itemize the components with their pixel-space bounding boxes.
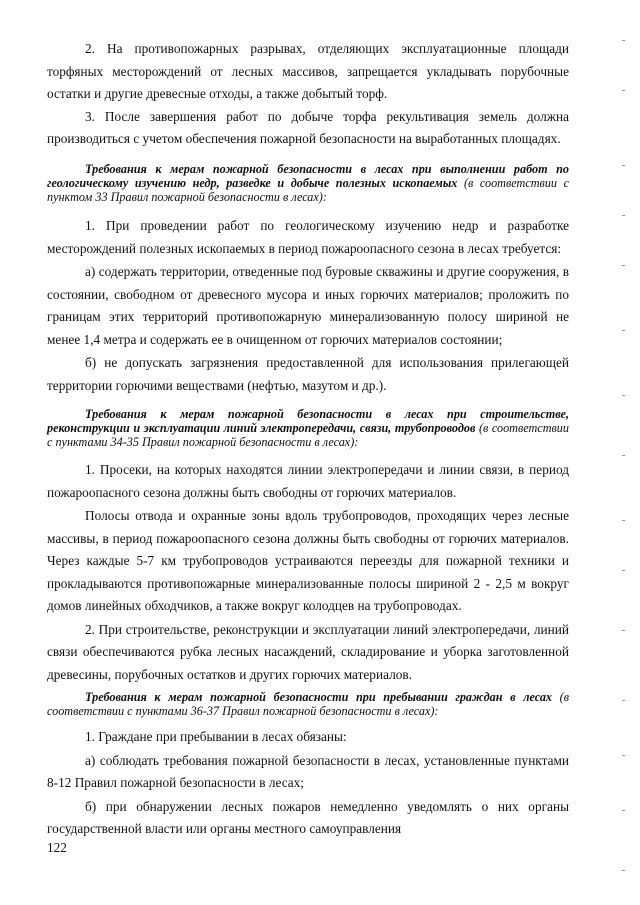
page-number: 122 bbox=[47, 840, 67, 855]
section-heading bbox=[47, 407, 569, 449]
paragraph: б) не допускать загрязнения предоставленной для использования прилегающей территории горючими веществами (нефтью, мазутом и др.). bbox=[47, 355, 569, 393]
section-citizens bbox=[47, 690, 569, 718]
heading-note: (в соответствии с пунктом 33 Правил пожарной безопасности в лесах): bbox=[47, 176, 569, 204]
section-heading bbox=[47, 690, 569, 718]
section-geology bbox=[47, 162, 569, 204]
section-powerlines bbox=[47, 407, 569, 449]
heading-text: Требования к мерам пожарной безопасности в лесах при выполнении работ по геологическому изучению недр, разведке и добыче полезных ископаемых bbox=[47, 162, 569, 190]
section-citizens-body bbox=[47, 726, 569, 841]
paragraph: 1. При проведении работ по геологическому изучению недр и разработке месторождений полезных ископаемых в период пожароопасного сезона в лесах требуется: bbox=[47, 218, 569, 256]
heading-text: Требования к мерам пожарной безопасности в лесах при строительстве, реконструкции и эксплуатации линий электропередачи, связи, трубопроводов bbox=[47, 407, 569, 435]
paragraph: б) при обнаружении лесных пожаров немедленно уведомлять о них органы государственной власти или органы местного самоуправления bbox=[47, 798, 569, 836]
paragraph-peat-firebreaks: 2. На противопожарных разрывах, отделяющих эксплуатационные площади торфяных месторождений от лесных массивов, запрещается укладывать порубочные остатки и другие древесные отходы, а также добытый торф. bbox=[47, 41, 569, 101]
section-geology-body bbox=[47, 215, 569, 397]
paragraph: а) содержать территории, отведенные под буровые скважины и другие сооружения, в состоянии, свободном от древесного мусора и иных горючих материалов; проложить по границам этих территорий противопожарную минерализованную полосу шириной не менее 1,4 метра и содержать ее в очищенном от горючих материалов состоянии; bbox=[47, 264, 569, 347]
paragraph-peat-recultivation: 3. После завершения работ по добыче торфа рекультивация земель должна производиться с учетом обеспечения пожарной безопасности на выработанных площадях. bbox=[47, 108, 569, 146]
paragraph: 1. Граждане при пребывании в лесах обязаны: bbox=[85, 729, 347, 744]
heading-text: Требования к мерам пожарной безопасности при пребывании граждан в лесах bbox=[85, 690, 553, 704]
section-powerlines-body bbox=[47, 459, 569, 686]
section-heading bbox=[47, 162, 569, 204]
paragraph: 1. Просеки, на которых находятся линии электропередачи и линии связи, в период пожароопасного сезона должны быть свободны от горючих материалов. bbox=[47, 462, 569, 500]
paragraph: 2. При строительстве, реконструкции и эксплуатации линий электропередачи, линий связи обеспечиваются рубка лесных насаждений, складирование и уборка заготовленной древесины, порубочных остатков и других горючих материалов. bbox=[47, 621, 569, 682]
paragraph: Полосы отвода и охранные зоны вдоль трубопроводов, проходящих через лесные массивы, в период пожароопасного сезона должны быть свободны от горючих материалов. Через каждые 5-7 км трубопроводов устраиваются переезды для пожарной техники и прокладываются противопожарные минерализованные полосы шириной 2 - 2,5 м вокруг домов линейных обходчиков, а также вокруг колодцев на трубопроводах. bbox=[47, 508, 569, 613]
intro-paragraphs bbox=[47, 38, 569, 151]
paragraph: а) соблюдать требования пожарной безопасности в лесах, установленные пунктами 8-12 Правил пожарной безопасности в лесах; bbox=[47, 752, 569, 790]
heading-note: (в соответствии с пунктами 36-37 Правил пожарной безопасности в лесах): bbox=[47, 690, 569, 718]
heading-note: (в соответствии с пунктами 34-35 Правил пожарной безопасности в лесах): bbox=[47, 421, 569, 449]
